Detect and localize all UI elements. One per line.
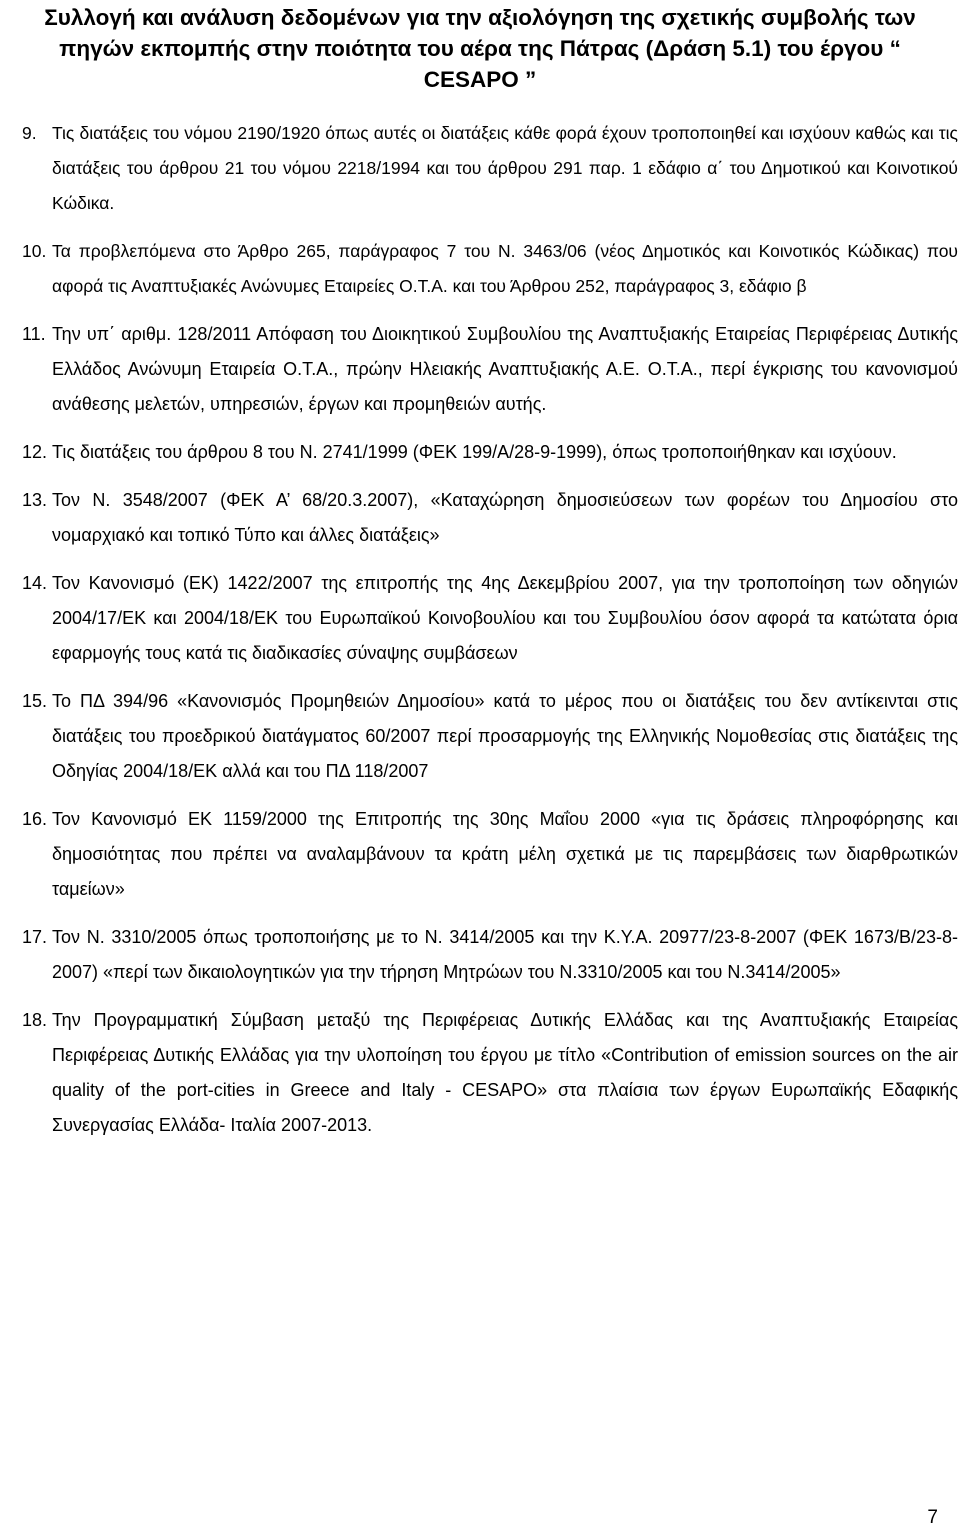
list-item-text: Την υπ΄ αριθμ. 128/2011 Απόφαση του Διοικητικού Συμβουλίου της Αναπτυξιακής Εταιρείας Περιφέρειας Δυτικής Ελλάδος Ανώνυμη Εταιρεία Ο.Τ.Α., πρώην Ηλειακής Αναπτυξιακής Α.Ε. Ο.Τ.Α., περί έγκρισης του κανονισμού ανάθεσης μελετών, υπηρεσιών, έργων και προμηθειών αυτής.	[52, 324, 958, 414]
list-item-text: Τις διατάξεις του άρθρου 8 του Ν. 2741/1999 (ΦΕΚ 199/Α/28-9-1999), όπως τροποποιήθηκαν και ισχύουν.	[52, 442, 897, 462]
list-item	[22, 483, 958, 553]
list-item	[22, 317, 958, 422]
header-line-1: Συλλογή και ανάλυση δεδομένων για την αξιολόγηση της σχετικής συμβολής των	[44, 5, 916, 30]
list-item-text: Τον Κανονισμό (ΕΚ) 1422/2007 της επιτροπής της 4ης Δεκεμβρίου 2007, για την τροποποίηση των οδηγιών 2004/17/ΕΚ και 2004/18/ΕΚ του Ευρωπαϊκού Κοινοβουλίου και του Συμβουλίου όσον αφορά τα κατώτατα όρια εφαρμογής τους κατά τις διαδικασίες σύναψης συμβάσεων	[52, 573, 958, 663]
numbered-list	[22, 116, 958, 1156]
list-item-number: 9.	[22, 123, 37, 143]
page-number: 7	[927, 1507, 938, 1528]
list-item	[22, 435, 958, 470]
list-item-text: Τον Ν. 3310/2005 όπως τροποποιήσης με το Ν. 3414/2005 και την Κ.Υ.Α. 20977/23-8-2007 (ΦΕΚ 1673/Β/23-8-2007) «περί των δικαιολογητικών για την τήρηση Μητρώων του Ν.3310/2005 και του Ν.3414/2005»	[52, 927, 958, 982]
list-item-number: 15.	[22, 691, 48, 711]
list-item-number: 12.	[22, 442, 48, 462]
list-item	[22, 920, 958, 990]
list-item-number: 10.	[22, 241, 47, 261]
list-item	[22, 802, 958, 907]
list-item-number: 18.	[22, 1010, 48, 1030]
list-item	[22, 1003, 958, 1143]
list-item-text: Τον Ν. 3548/2007 (ΦΕΚ Α’ 68/20.3.2007), «Καταχώρηση δημοσιεύσεων των φορέων του Δημοσίου στο νομαρχιακό και τοπικό Τύπο και άλλες διατάξεις»	[52, 490, 958, 545]
list-item-number: 13.	[22, 490, 48, 510]
list-item-number: 17.	[22, 927, 48, 947]
list-item-number: 16.	[22, 809, 48, 829]
list-item	[22, 566, 958, 671]
list-item-text: Τις διατάξεις του νόμου 2190/1920 όπως αυτές οι διατάξεις κάθε φορά έχουν τροποποιηθεί και ισχύουν καθώς και τις διατάξεις του άρθρου 21 του νόμου 2218/1994 και του άρθρου 291 παρ. 1 εδάφιο α΄ του Δημοτικού και Κοινοτικού Κώδικα.	[52, 123, 958, 213]
list-item	[22, 234, 958, 304]
list-item-text: Τον Κανονισμό ΕΚ 1159/2000 της Επιτροπής της 30ης Μαΐου 2000 «για τις δράσεις πληροφόρησης και δημοσιότητας που πρέπει να αναλαμβάνουν τα κράτη μέλη σχετικά με τις παρεμβάσεις των διαρθρωτικών ταμείων»	[52, 809, 958, 899]
list-item-text: Το ΠΔ 394/96 «Κανονισμός Προμηθειών Δημοσίου» κατά το μέρος που οι διατάξεις του δεν αντίκεινται στις διατάξεις του προεδρικού διατάγματος 60/2007 περί προσαρμογής της Ελληνικής Νομοθεσίας στις διατάξεις της Οδηγίας 2004/18/ΕΚ αλλά και του ΠΔ 118/2007	[52, 691, 958, 781]
list-item-text: Την Προγραμματική Σύμβαση μεταξύ της Περιφέρειας Δυτικής Ελλάδας και της Αναπτυξιακής Εταιρείας Περιφέρειας Δυτικής Ελλάδας για την υλοποίηση του έργου με τίτλο «Contribution of emission sources on the air quality of the port-cities in Greece and Italy - CESAPO» στα πλαίσια των έργων Ευρωπαϊκής Εδαφικής Συνεργασίας Ελλάδα- Ιταλία 2007-2013.	[52, 1010, 958, 1135]
page-header	[0, 2, 960, 95]
header-line-3: CESAPO ”	[423, 67, 537, 92]
list-item	[22, 116, 958, 221]
list-item-number: 14.	[22, 573, 48, 593]
list-item	[22, 684, 958, 789]
list-item-text: Τα προβλεπόμενα στο Άρθρο 265, παράγραφος 7 του Ν. 3463/06 (νέος Δημοτικός και Κοινοτικός Κώδικας) που αφορά τις Αναπτυξιακές Ανώνυμες Εταιρείες Ο.Τ.Α. και του Άρθρου 252, παράγραφος 3, εδάφιο β	[52, 241, 958, 296]
header-line-2: πηγών εκπομπής στην ποιότητα του αέρα της Πάτρας (Δράση 5.1) του έργου “	[59, 36, 901, 61]
list-item-number: 11.	[22, 324, 46, 344]
